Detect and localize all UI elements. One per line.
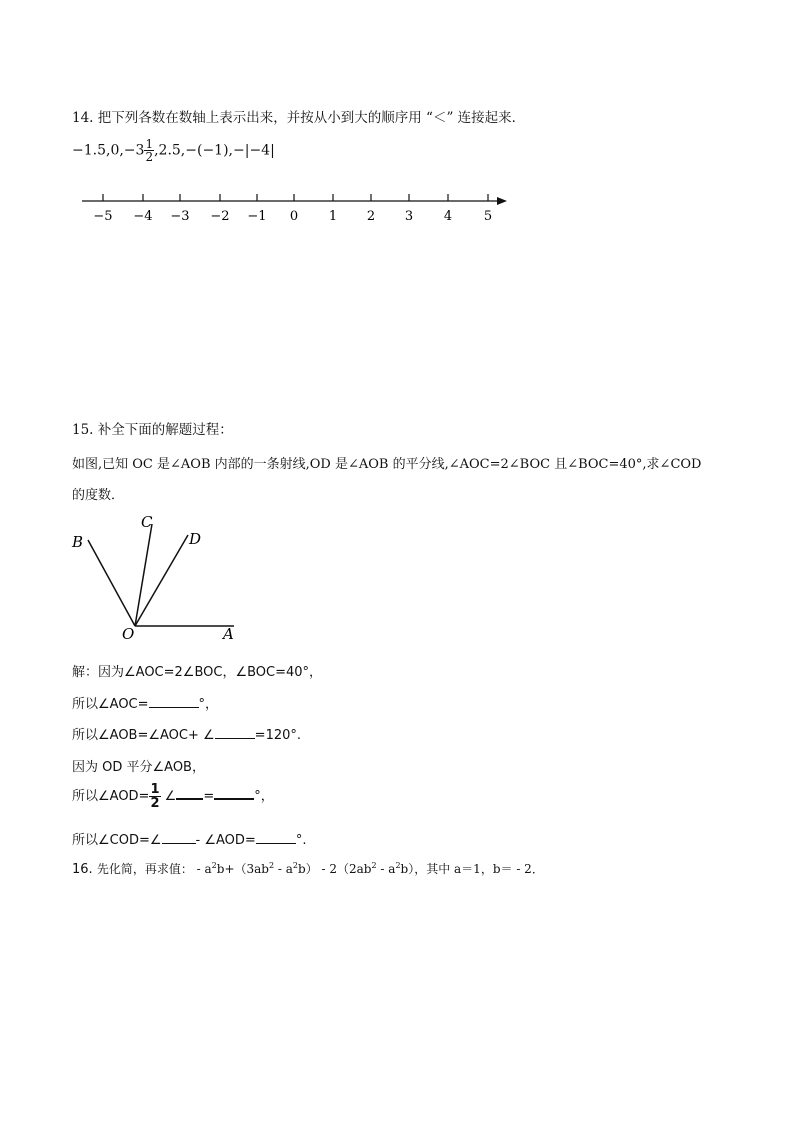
q15-solution-line1: 解：因为∠AOC=2∠BOC，∠BOC=40°， [72, 665, 323, 680]
q15-solution-line5: 所以∠AOD= $\frac{1}{2}$ ∠ = °， [72, 782, 274, 811]
tick-label: −1 [247, 209, 267, 224]
tick-label: 3 [404, 209, 414, 224]
label-a: A [223, 625, 234, 643]
label-d: D [189, 530, 202, 548]
tick-label: 4 [443, 209, 453, 224]
tick-label: −5 [93, 209, 113, 224]
tick-label: −3 [170, 209, 190, 224]
half-fraction: $\frac{1}{2}$ [150, 782, 160, 811]
q14-numbers-a: −1.5,0,−3 [72, 142, 145, 159]
q16-expression: 先化简，再求值： - $a^2b+(3ab^2 - a^2b) - 2(2ab^2 - a^2b)$，其中 a＝1，b＝ - 2． [96, 861, 544, 876]
angle-figure [60, 505, 260, 650]
blank-cod-angle [162, 831, 196, 844]
blank-aod-value [214, 786, 254, 800]
blank-cod-value [256, 831, 296, 844]
label-c: C [141, 513, 153, 531]
number-line [0, 185, 794, 230]
q16-line [72, 860, 544, 877]
q16-label: 16. [72, 862, 93, 877]
blank-angle-name [176, 786, 203, 800]
q14-prompt: 14. 把下列各数在数轴上表示出来，并按从小到大的顺序用 “＜” 连接起来． [72, 110, 526, 126]
number-line-ticks [103, 194, 488, 201]
q15-solution-line6: 所以∠COD=∠ - ∠AOD= °. [72, 833, 307, 848]
label-o: O [122, 625, 135, 643]
q15-solution-line2: 所以∠AOC= °， [72, 697, 219, 712]
tick-label: 5 [483, 209, 493, 224]
label-b: B [72, 533, 84, 551]
q15-desc-line1: 如图,已知 OC 是∠AOB 内部的一条射线,OD 是∠AOB 的平分线,∠AOC=2∠BOC 且∠BOC=40°,求∠COD [72, 457, 702, 472]
tick-label: 2 [366, 209, 376, 224]
q15-desc-line2: 的度数． [72, 488, 125, 503]
blank-angle-sum [215, 726, 255, 739]
q15-solution-line4: 因为 OD 平分∠AOB， [72, 760, 205, 775]
ray-ob [88, 540, 135, 626]
number-line-arrow [497, 197, 507, 205]
q15-solution-line3: 所以∠AOB=∠AOC+ ∠ =120°. [72, 728, 302, 743]
q14-numbers-b: ,2.5,−(−1),−|−4| [154, 142, 275, 159]
q14-fraction: $\frac{1}{2}$ [145, 137, 154, 164]
tick-label: −4 [133, 209, 153, 224]
tick-label: −2 [210, 209, 230, 224]
q15-prompt: 15. 补全下面的解题过程： [72, 422, 233, 438]
number-line-tick-labels [93, 209, 492, 224]
tick-label: 1 [328, 209, 338, 224]
blank-aoc [149, 695, 199, 708]
tick-label: 0 [289, 209, 299, 224]
q14-number-list [72, 138, 275, 163]
